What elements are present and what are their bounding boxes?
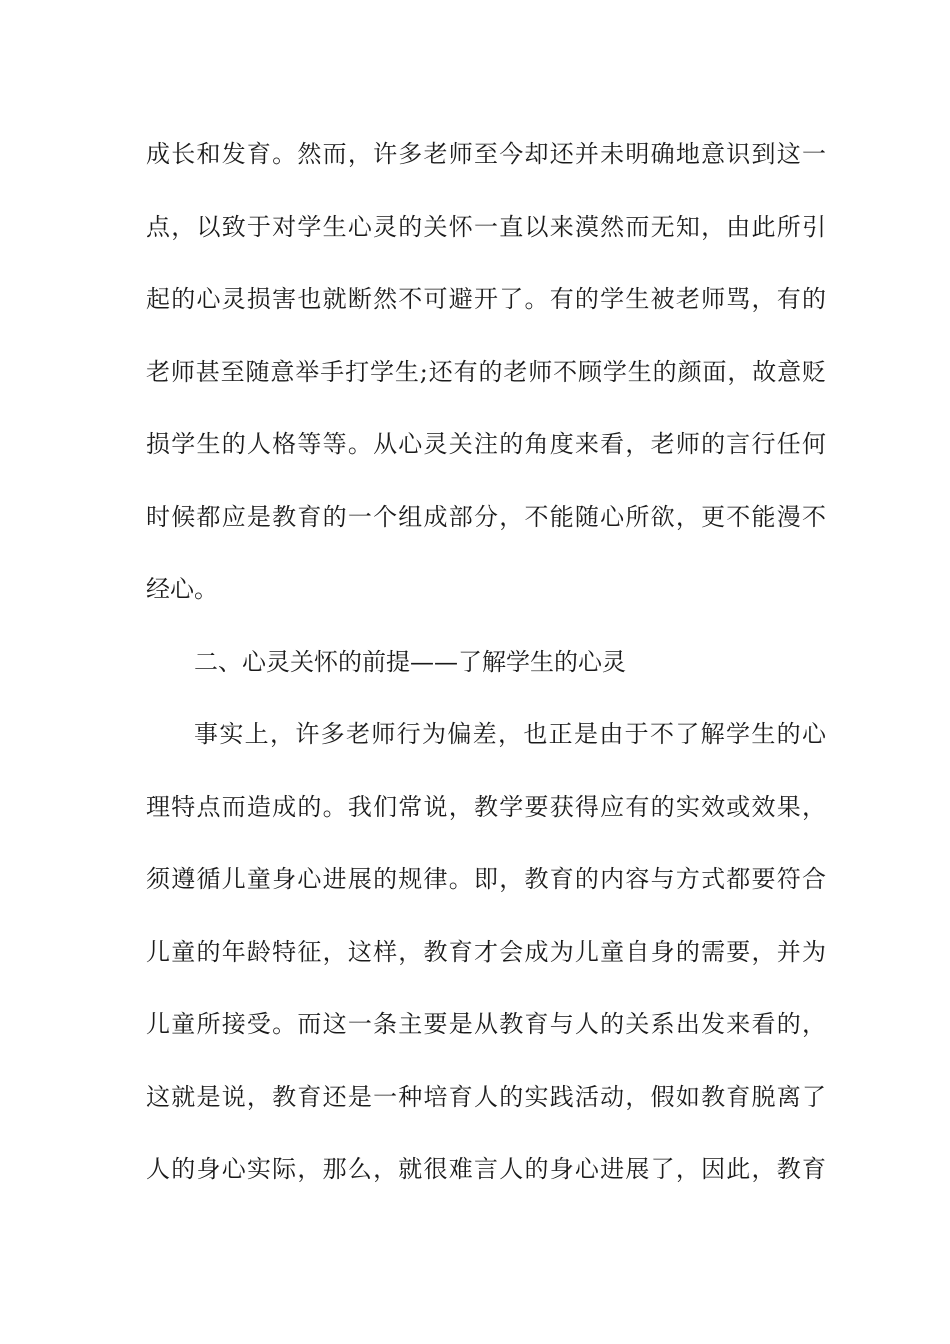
paragraph-line: 这就是说，教育还是一种培育人的实践活动，假如教育脱离了 xyxy=(146,1082,826,1111)
section-heading: 二、心灵关怀的前提——了解学生的心灵 xyxy=(194,647,626,676)
paragraph-line: 理特点而造成的。我们常说，教学要获得应有的实效或效果， xyxy=(146,792,826,821)
paragraph-line: 儿童所接受。而这一条主要是从教育与人的关系出发来看的， xyxy=(146,1010,826,1038)
paragraph-line: 起的心灵损害也就断然不可避开了。有的学生被老师骂，有的 xyxy=(146,285,826,313)
paragraph-line: 老师甚至随意举手打学生;还有的老师不顾学生的颜面，故意贬 xyxy=(146,357,826,386)
body-text xyxy=(146,128,826,1216)
paragraph-line: 损学生的人格等等。从心灵关注的角度来看，老师的言行任何 xyxy=(146,430,826,458)
paragraph-line: 须遵循儿童身心进展的规律。即，教育的内容与方式都要符合 xyxy=(146,865,826,893)
paragraph-line: 经心。 xyxy=(146,575,218,603)
paragraph-line: 事实上，许多老师行为偏差，也正是由于不了解学生的心 xyxy=(194,720,826,748)
paragraph-line: 点，以致于对学生心灵的关怀一直以来漠然而无知，由此所引 xyxy=(146,212,826,241)
paragraph-line: 儿童的年龄特征，这样，教育才会成为儿童自身的需要，并为 xyxy=(146,937,826,966)
paragraph-line: 人的身心实际，那么，就很难言人的身心进展了，因此，教育 xyxy=(146,1155,826,1183)
paragraph-line: 时候都应是教育的一个组成部分，不能随心所欲，更不能漫不 xyxy=(146,502,826,531)
paragraph-line: 成长和发育。然而，许多老师至今却还并未明确地意识到这一 xyxy=(146,140,826,168)
